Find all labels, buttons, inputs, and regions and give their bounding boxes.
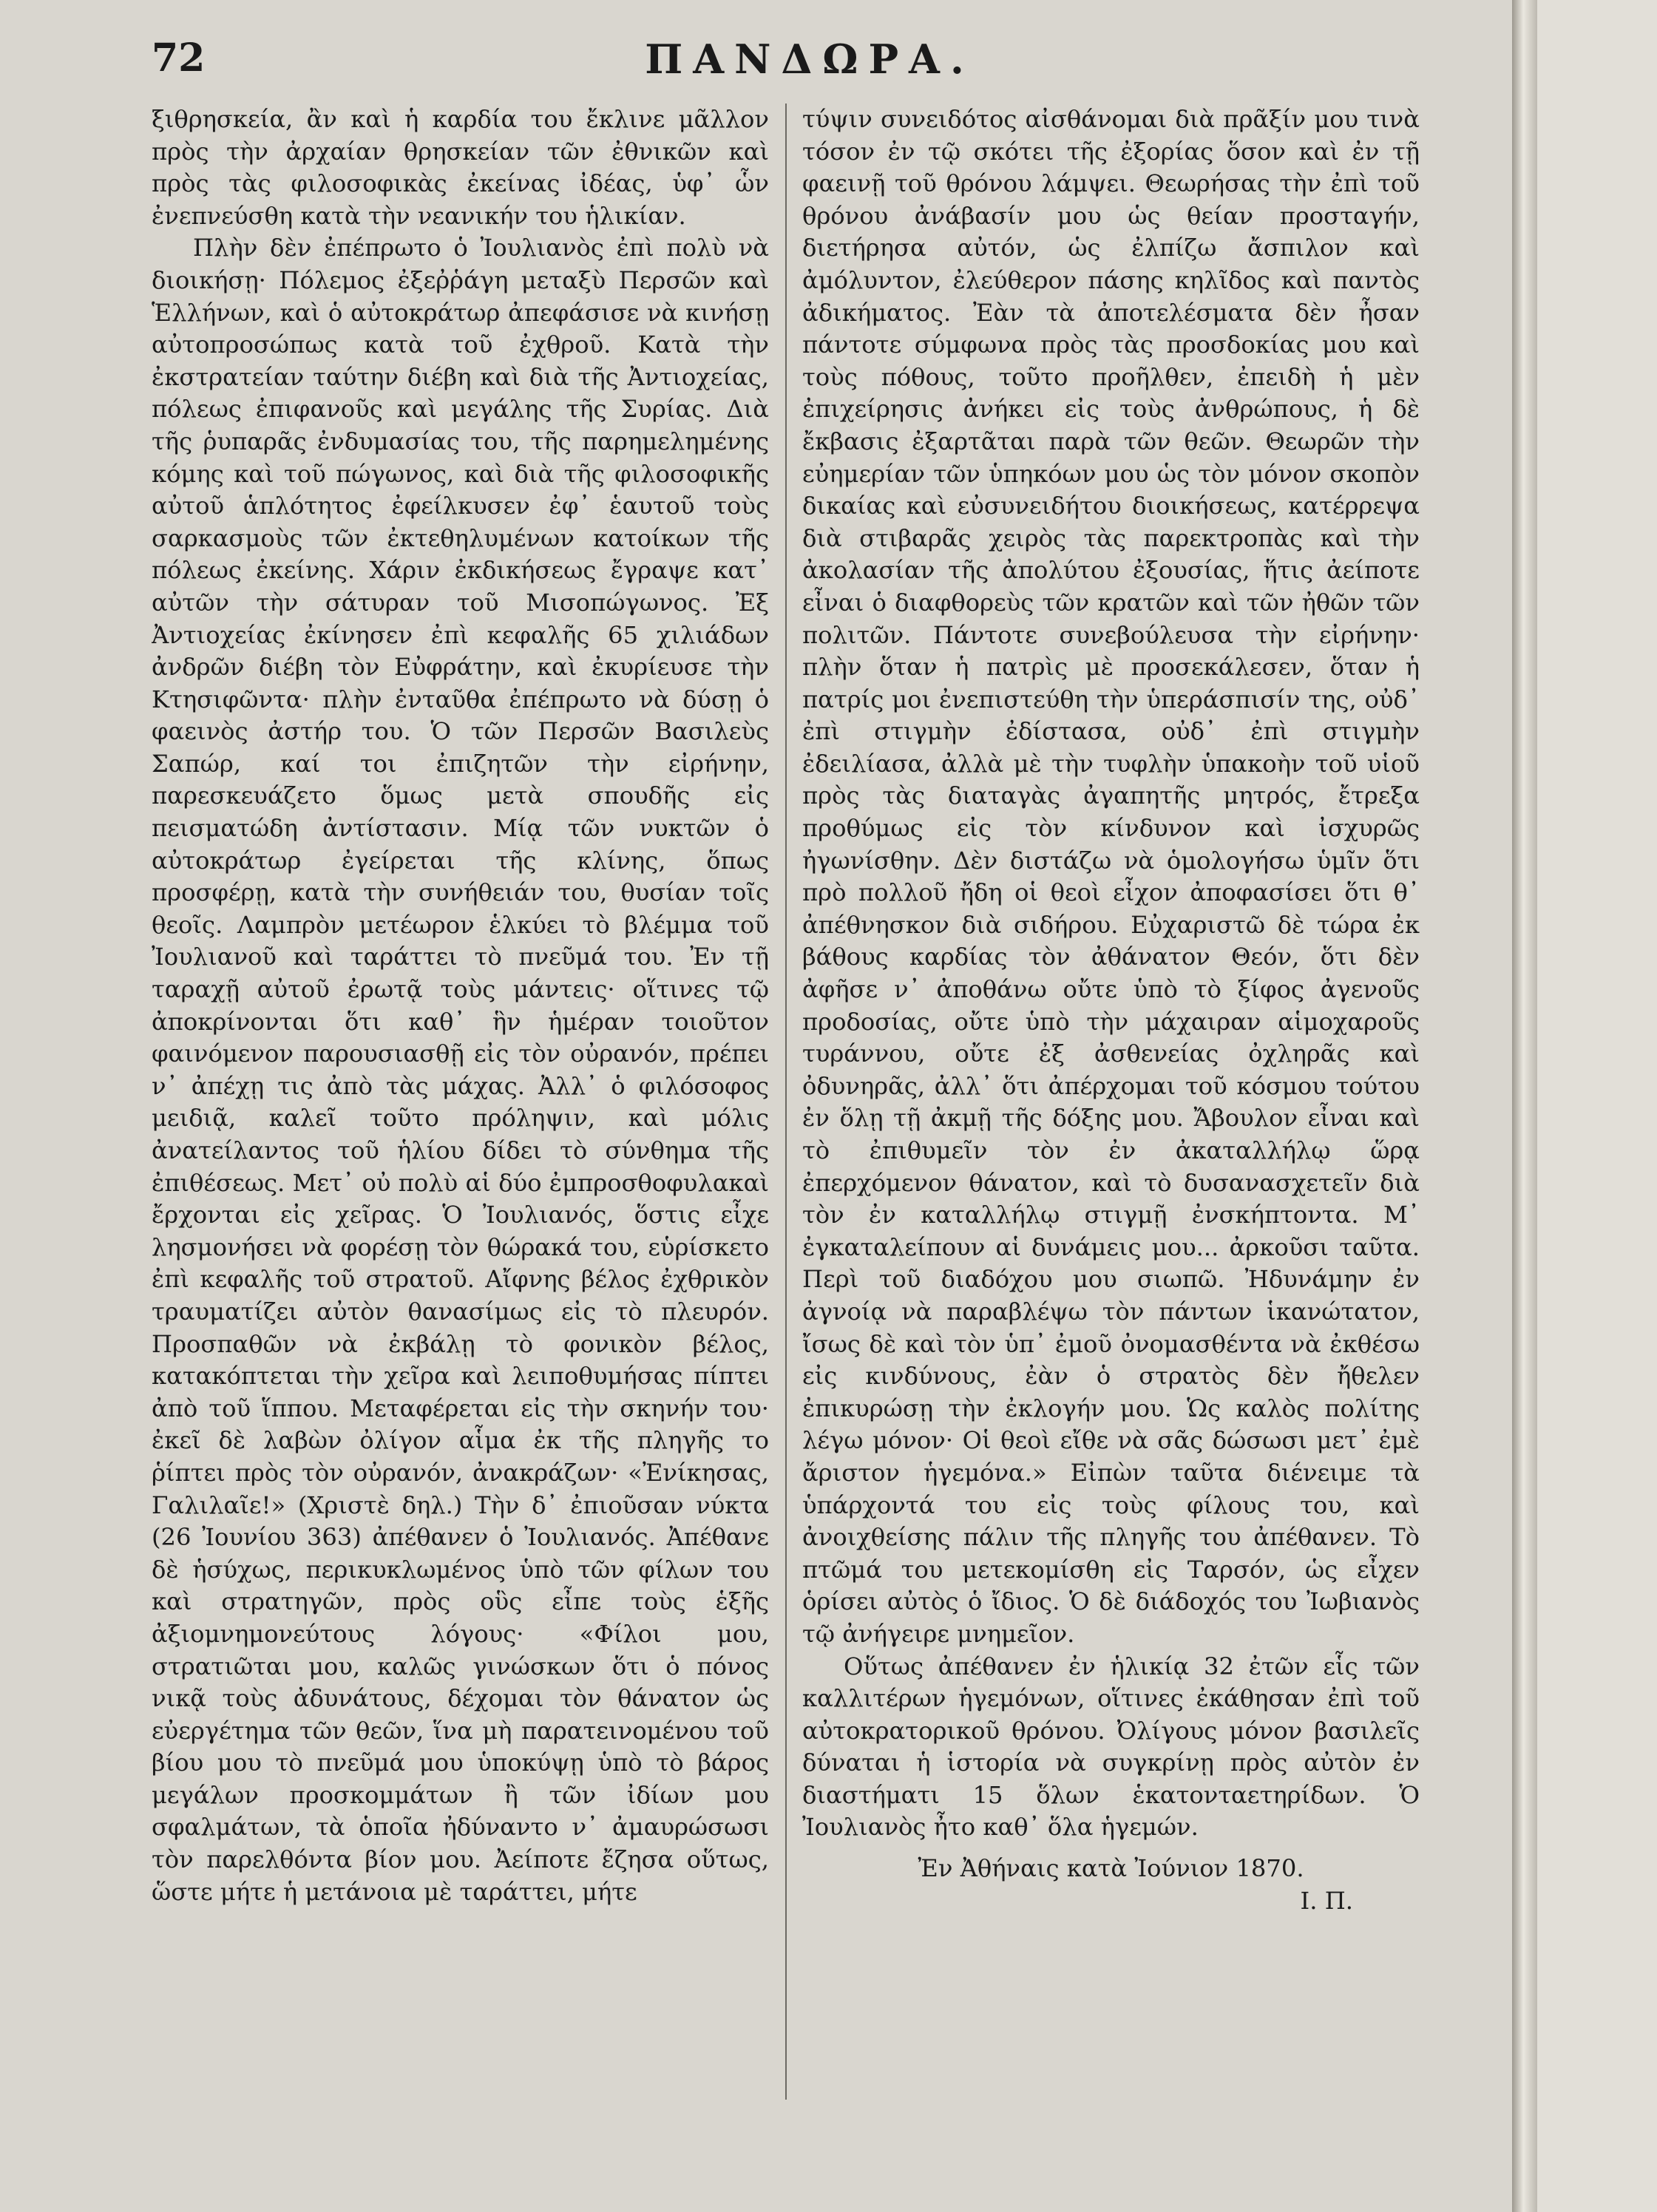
facing-page-edge — [1537, 0, 1657, 2212]
right-paragraph-1: τύψιν συνειδότος αἰσθάνομαι διὰ πρᾶξίν μου τινὰ τόσον ἐν τῷ σκότει τῆς ἐξορίας ὅσον καὶ ἐν τῇ φαεινῇ τοῦ θρόνου λάμψει. Θεωρήσας τὴν ἐπὶ τοῦ θρόνου ἀνάβασίν μου ὡς θείαν προσταγήν, διετήρησα αὐτόν, ὡς ἐλπίζω ἄσπιλον καὶ ἀμόλυντον, ἐλεύθερον πάσης κηλῖδος καὶ παντὸς ἀδικήματος. Ἐὰν τὰ ἀποτελέσματα δὲν ἦσαν πάντοτε σύμφωνα πρὸς τὰς προσδοκίας μου καὶ τοὺς πόθους, τοῦτο προῆλθεν, ἐπειδὴ ἡ μὲν ἐπιχείρησις ἀνήκει εἰς τοὺς ἀνθρώπους, ἡ δὲ ἔκβασις ἐξαρτᾶται παρὰ τῶν θεῶν. Θεωρῶν τὴν εὐημερίαν τῶν ὑπηκόων μου ὡς τὸν μόνον σκοπὸν δικαίας καὶ εὐσυνειδήτου διοικήσεως, κατέρρεψα διὰ στιβαρᾶς χειρὸς τὰς παρεκτροπὰς καὶ τὴν ἀκολασίαν τῆς ἀπολύτου ἐξουσίας, ἥτις ἀείποτε εἶναι ὁ διαφθορεὺς τῶν κρατῶν καὶ τῶν ἠθῶν τῶν πολιτῶν. Πάντοτε συνεβούλευσα τὴν εἰρήνην· πλὴν ὅταν ἡ πατρὶς μὲ προσεκάλεσεν, ὅταν ἡ πατρίς μοι ἐνεπιστεύθη τὴν ὑπεράσπισίν της, οὐδ᾽ ἐπὶ στιγμὴν ἐδίστασα, οὐδ᾽ ἐπὶ στιγμὴν ἐδειλίασα, ἀλλὰ μὲ τὴν τυφλὴν ὑπακοὴν τοῦ υἱοῦ πρὸς τὰς διαταγὰς ἀγαπητῆς μητρός, ἔτρεξα προθύμως εἰς τὸν κίνδυνον καὶ ἰσχυρῶς ἠγωνίσθην. Δὲν διστάζω νὰ ὁμολογήσω ὑμῖν ὅτι πρὸ πολλοῦ ἤδη οἱ θεοὶ εἶχον ἀποφασίσει ὅτι θ᾽ ἀπέθνησκον διὰ σιδήρου. Εὐχαριστῶ δὲ τώρα ἐκ βάθους καρδίας τὸν ἀθάνατον Θεόν, ὅτι δὲν ἀφῆσε ν᾽ ἀποθάνω οὔτε ὑπὸ τὸ ξίφος ἀγενοῦς προδοσίας, οὔτε ὑπὸ τὴν μάχαιραν αἱμοχαροῦς τυράννου, οὔτε ἐξ ἀσθενείας ὀχληρᾶς καὶ ὀδυνηρᾶς, ἀλλ᾽ ὅτι ἀπέρχομαι τοῦ κόσμου τούτου ἐν ὅλῃ τῇ ἀκμῇ τῆς δόξης μου. Ἄβουλον εἶναι καὶ τὸ ἐπιθυμεῖν τὸν ἐν ἀκαταλλήλῳ ὥρᾳ ἐπερχόμενον θάνατον, καὶ τὸ δυσανασχετεῖν διὰ τὸν ἐν καταλλήλῳ στιγμῇ ἐνσκήπτοντα. Μ᾽ ἐγκαταλείπουν αἱ δυνάμεις μου... ἀρκοῦσι ταῦτα. Περὶ τοῦ διαδόχου μου σιωπῶ. Ἠδυνάμην ἐν ἀγνοίᾳ νὰ παραβλέψω τὸν πάντων ἱκανώτατον, ἴσως δὲ καὶ τὸν ὑπ᾽ ἐμοῦ ὀνομασθέντα νὰ ἐκθέσω εἰς κινδύνους, ἐὰν ὁ στρατὸς δὲν ἤθελεν ἐπικυρώσῃ τὴν ἐκλογήν μου. Ὡς καλὸς πολίτης λέγω μόνον· Οἱ θεοὶ εἴθε νὰ σᾶς δώσωσι μετ᾽ ἐμὲ ἄριστον ἡγεμόνα.» Εἰπὼν ταῦτα διένειμε τὰ ὑπάρχοντά του εἰς τοὺς φίλους του, καὶ ἀνοιχθείσης πάλιν τῆς πληγῆς του ἀπέθανεν. Τὸ πτῶμά του μετεκομίσθη εἰς Ταρσόν, ὡς εἶχεν ὁρίσει αὐτὸς ὁ ἴδιος. Ὁ δὲ διάδοχός του Ἰωβιανὸς τῷ ἀνήγειρε μνημεῖον. — [802, 105, 1420, 1648]
right-paragraph-2: Οὕτως ἀπέθανεν ἐν ἡλικίᾳ 32 ἐτῶν εἷς τῶν καλλιτέρων ἡγεμόνων, οἵτινες ἐκάθησαν ἐπὶ τοῦ αὐτοκρατορικοῦ θρόνου. Ὀλίγους μόνον βασιλεῖς δύναται ἡ ἱστορία νὰ συγκρίνῃ πρὸς αὐτὸν ἐν διαστήματι 15 ὅλων ἑκατονταετηρίδων. Ὁ Ἰουλιανὸς ἦτο καθ᾽ ὅλα ἡγεμών. — [802, 1652, 1420, 1842]
left-paragraph-2: Πλὴν δὲν ἐπέπρωτο ὁ Ἰουλιανὸς ἐπὶ πολὺ νὰ διοικήσῃ· Πόλεμος ἐξεῤῥάγη μεταξὺ Περσῶν καὶ Ἑλλήνων, καὶ ὁ αὐτοκράτωρ ἀπεφάσισε νὰ κινήσῃ αὐτοπροσώπως κατὰ τοῦ ἐχθροῦ. Κατὰ τὴν ἐκστρατείαν ταύτην διέβη καὶ διὰ τῆς Ἀντιοχείας, πόλεως ἐπιφανοῦς καὶ μεγάλης τῆς Συρίας. Διὰ τῆς ῥυπαρᾶς ἐνδυμασίας του, τῆς παρημελημένης κόμης καὶ τοῦ πώγωνος, καὶ διὰ τῆς φιλοσοφικῆς αὐτοῦ ἁπλότητος ἐφείλκυσεν ἐφ᾽ ἑαυτοῦ τοὺς σαρκασμοὺς τῶν ἐκτεθηλυμένων κατοίκων τῆς πόλεως ἐκείνης. Χάριν ἐκδικήσεως ἔγραψε κατ᾽ αὐτῶν τὴν σάτυραν τοῦ Μισοπώγωνος. Ἐξ Ἀντιοχείας ἐκίνησεν ἐπὶ κεφαλῆς 65 χιλιάδων ἀνδρῶν διέβη τὸν Εὐφράτην, καὶ ἐκυρίευσε τὴν Κτησιφῶντα· πλὴν ἐνταῦθα ἐπέπρωτο νὰ δύσῃ ὁ φαεινὸς ἀστήρ του. Ὁ τῶν Περσῶν Βασιλεὺς Σαπώρ, καί τοι ἐπιζητῶν τὴν εἰρήνην, παρεσκευάζετο ὅμως μετὰ σπουδῆς εἰς πεισματώδη ἀντίστασιν. Μίᾳ τῶν νυκτῶν ὁ αὐτοκράτωρ ἐγείρεται τῆς κλίνης, ὅπως προσφέρῃ, κατὰ τὴν συνήθειάν του, θυσίαν τοῖς θεοῖς. Λαμπρὸν μετέωρον ἑλκύει τὸ βλέμμα τοῦ Ἰουλιανοῦ καὶ ταράττει τὸ πνεῦμά του. Ἐν τῇ ταραχῇ αὐτοῦ ἐρωτᾷ τοὺς μάντεις· οἵτινες τῷ ἀποκρίνονται ὅτι καθ᾽ ἣν ἡμέραν τοιοῦτον φαινόμενον παρουσιασθῇ εἰς τὸν οὐρανόν, πρέπει ν᾽ ἀπέχῃ τις ἀπὸ τὰς μάχας. Ἀλλ᾽ ὁ φιλόσοφος μειδιᾷ, καλεῖ τοῦτο πρόληψιν, καὶ μόλις ἀνατείλαντος τοῦ ἡλίου δίδει τὸ σύνθημα τῆς ἐπιθέσεως. Μετ᾽ οὐ πολὺ αἱ δύο ἐμπροσθοφυλακαὶ ἔρχονται εἰς χεῖρας. Ὁ Ἰουλιανός, ὅστις εἶχε λησμονήσει νὰ φορέσῃ τὸν θώρακά του, εὑρίσκετο ἐπὶ κεφαλῆς τοῦ στρατοῦ. Αἴφνης βέλος ἐχθρικὸν τραυματίζει αὐτὸν θανασίμως εἰς τὸ πλευρόν. Προσπαθῶν νὰ ἐκβάλῃ τὸ φονικὸν βέλος, κατακόπτεται τὴν χεῖρα καὶ λειποθυμήσας πίπτει ἀπὸ τοῦ ἵππου. Μεταφέρεται εἰς τὴν σκηνήν του· ἐκεῖ δὲ λαβὼν ὀλίγον αἷμα ἐκ τῆς πληγῆς το ῥίπτει πρὸς τὸν οὐρανόν, ἀνακράζων· «Ἐνίκησας, Γαλιλαῖε!» (Χριστὲ δηλ.) Τὴν δ᾽ ἐπιοῦσαν νύκτα (26 Ἰουνίου 363) ἀπέθανεν ὁ Ἰουλιανός. Ἀπέθανε δὲ ἡσύχως, περικυκλωμένος ὑπὸ τῶν φίλων του καὶ στρατηγῶν, πρὸς οὓς εἶπε τοὺς ἑξῆς ἀξιομνημονεύτους λόγους· «Φίλοι μου, στρατιῶται μου, καλῶς γινώσκων ὅτι ὁ πόνος νικᾷ τοὺς ἀδυνάτους, δέχομαι τὸν θάνατον ὡς εὐεργέτημα τῶν θεῶν, ἵνα μὴ παρατεινομένου τοῦ βίου μου τὸ πνεῦμά μου ὑποκύψῃ ὑπὸ τὸ βάρος μεγάλων προσκομμάτων ἢ τῶν ἰδίων μου σφαλμάτων, τὰ ὁποῖα ἠδύναντο ν᾽ ἀμαυρώσωσι τὸν παρελθόντα βίον μου. Ἀείποτε ἔζησα οὕτως, ὥστε μήτε ἡ μετάνοια μὲ ταράττει, μήτε — [152, 234, 769, 1906]
left-paragraph-1: ξιθρησκεία, ἂν καὶ ἡ καρδία του ἔκλινε μᾶλλον πρὸς τὴν ἀρχαίαν θρησκείαν τῶν ἐθνικῶν καὶ πρὸς τὰς φιλοσοφικὰς ἐκείνας ἰδέας, ὑφ᾽ ὧν ἐνεπνεύσθη κατὰ τὴν νεανικήν του ἡλικίαν. — [152, 105, 769, 230]
column-divider — [785, 104, 787, 2100]
running-header — [152, 35, 1468, 95]
book-gutter — [1512, 0, 1537, 2212]
signature-initials: Ι. Π. — [1300, 1886, 1353, 1915]
page-number: 72 — [152, 35, 206, 81]
left-column — [152, 104, 769, 2122]
right-column — [802, 104, 1420, 2122]
journal-title: ΠΑΝΔΩΡΑ. — [645, 35, 975, 83]
signature-place-date: Ἐν Ἀθήναις κατὰ Ἰούνιον 1870. — [918, 1854, 1304, 1883]
